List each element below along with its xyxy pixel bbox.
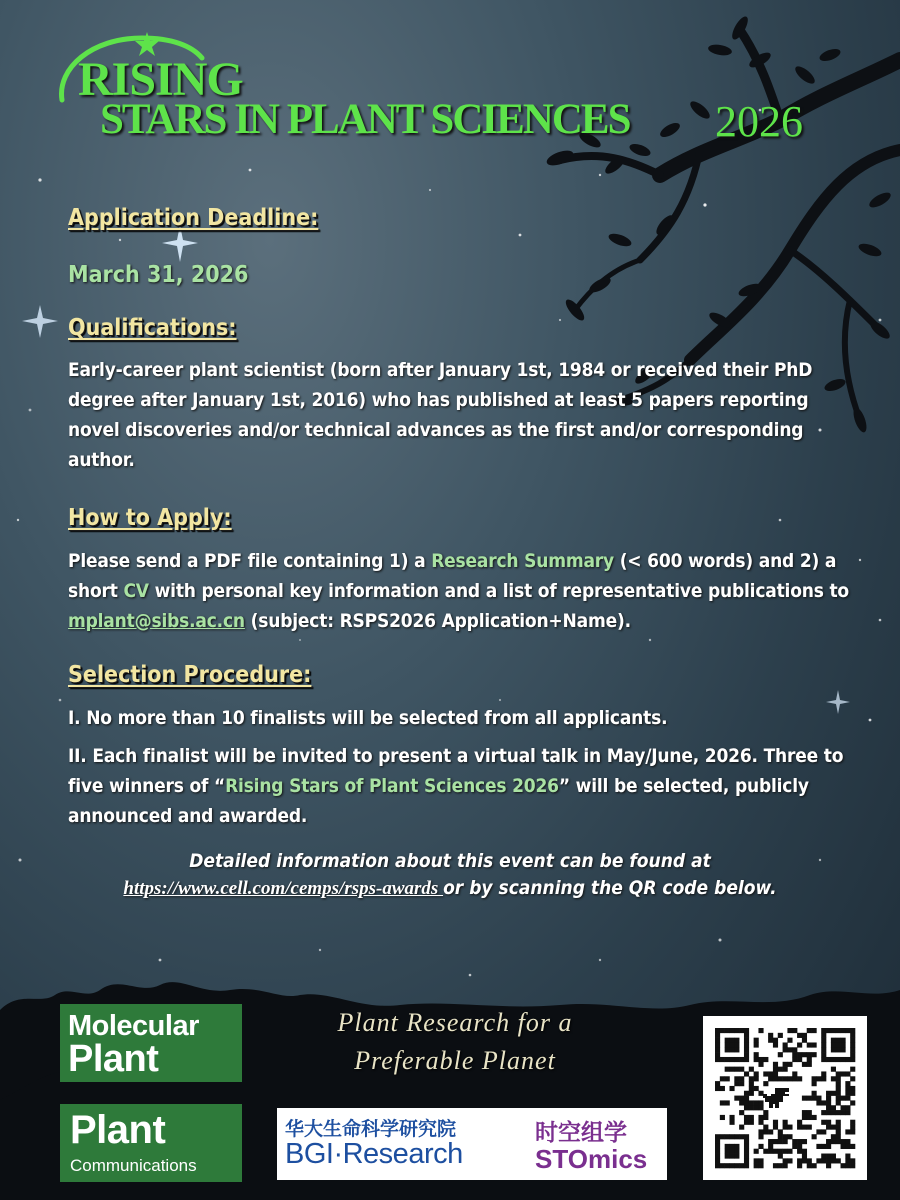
apply-text	[68, 546, 858, 636]
bgi-logo-english: BGI·Research	[285, 1138, 463, 1170]
selection-item-2-part2: ” will be selected, publicly announced and awarded.	[68, 775, 809, 827]
qualifications-heading: Qualifications:	[68, 315, 237, 341]
website-link[interactable]: https://www.cell.com/cemps/rsps-awards	[123, 878, 444, 899]
title-stars-line: STARS IN PLANT SCIENCES	[100, 96, 630, 143]
cv-term: CV	[123, 580, 149, 602]
qr-dino-icon	[763, 1088, 789, 1108]
stomics-logo-english: STOmics	[535, 1144, 648, 1174]
slogan-line1: Plant Research for a	[337, 1008, 573, 1037]
info-text	[90, 848, 810, 902]
qr-code-pattern	[703, 1016, 867, 1180]
pc-logo-line2: Communications	[70, 1156, 197, 1175]
info-text-part2: or by scanning the QR code below.	[443, 877, 777, 899]
info-text-part1: Detailed information about this event can be found at	[189, 850, 711, 872]
deadline-date: March 31, 2026	[68, 262, 249, 288]
email-link[interactable]: mplant@sibs.ac.cn	[68, 610, 245, 632]
qualifications-text: Early-career plant scientist (born after January 1st, 1984 or received their PhD degree after January 1st, 2016) who has published at least 5 papers reporting novel discoveries and/or technical advances as the first and/or corresponding author.	[68, 359, 813, 471]
apply-heading: How to Apply:	[68, 505, 232, 531]
bgi-logo-chinese: 华大生命科学研究院	[285, 1118, 457, 1140]
research-summary-term: Research Summary	[431, 550, 614, 572]
award-name: Rising Stars of Plant Sciences 2026	[225, 775, 559, 797]
title-year: 2026	[715, 97, 803, 146]
selection-heading: Selection Procedure:	[68, 662, 312, 688]
apply-text-part1: Please send a PDF file containing 1) a	[68, 550, 432, 572]
apply-text-part3: with personal key information and a list of representative publications to	[148, 580, 849, 602]
apply-text-part2: (< 600 words) and 2) a short	[68, 550, 837, 602]
qr-code[interactable]	[703, 1016, 867, 1180]
mp-logo-line2: Plant	[68, 1038, 159, 1080]
deadline-heading: Application Deadline:	[68, 205, 319, 231]
selection-item-1: I. No more than 10 finalists will be selected from all applicants.	[68, 707, 668, 729]
selection-item-2	[68, 741, 858, 831]
apply-text-part4: (subject: RSPS2026 Application+Name).	[244, 610, 631, 632]
title-rising: RISING	[78, 53, 243, 106]
pc-logo-line1: Plant	[70, 1108, 166, 1152]
selection-item-2-part1: II. Each finalist will be invited to present a virtual talk in May/June, 2026. Three to five winners of “	[68, 745, 844, 797]
mp-logo-line1: Molecular	[68, 1010, 199, 1042]
slogan-line2: Preferable Planet	[354, 1046, 556, 1075]
molecular-plant-logo	[60, 1004, 242, 1082]
stomics-logo-chinese: 时空组学	[535, 1120, 627, 1146]
bgi-stomics-logo	[277, 1108, 667, 1180]
plant-communications-logo	[60, 1104, 242, 1182]
